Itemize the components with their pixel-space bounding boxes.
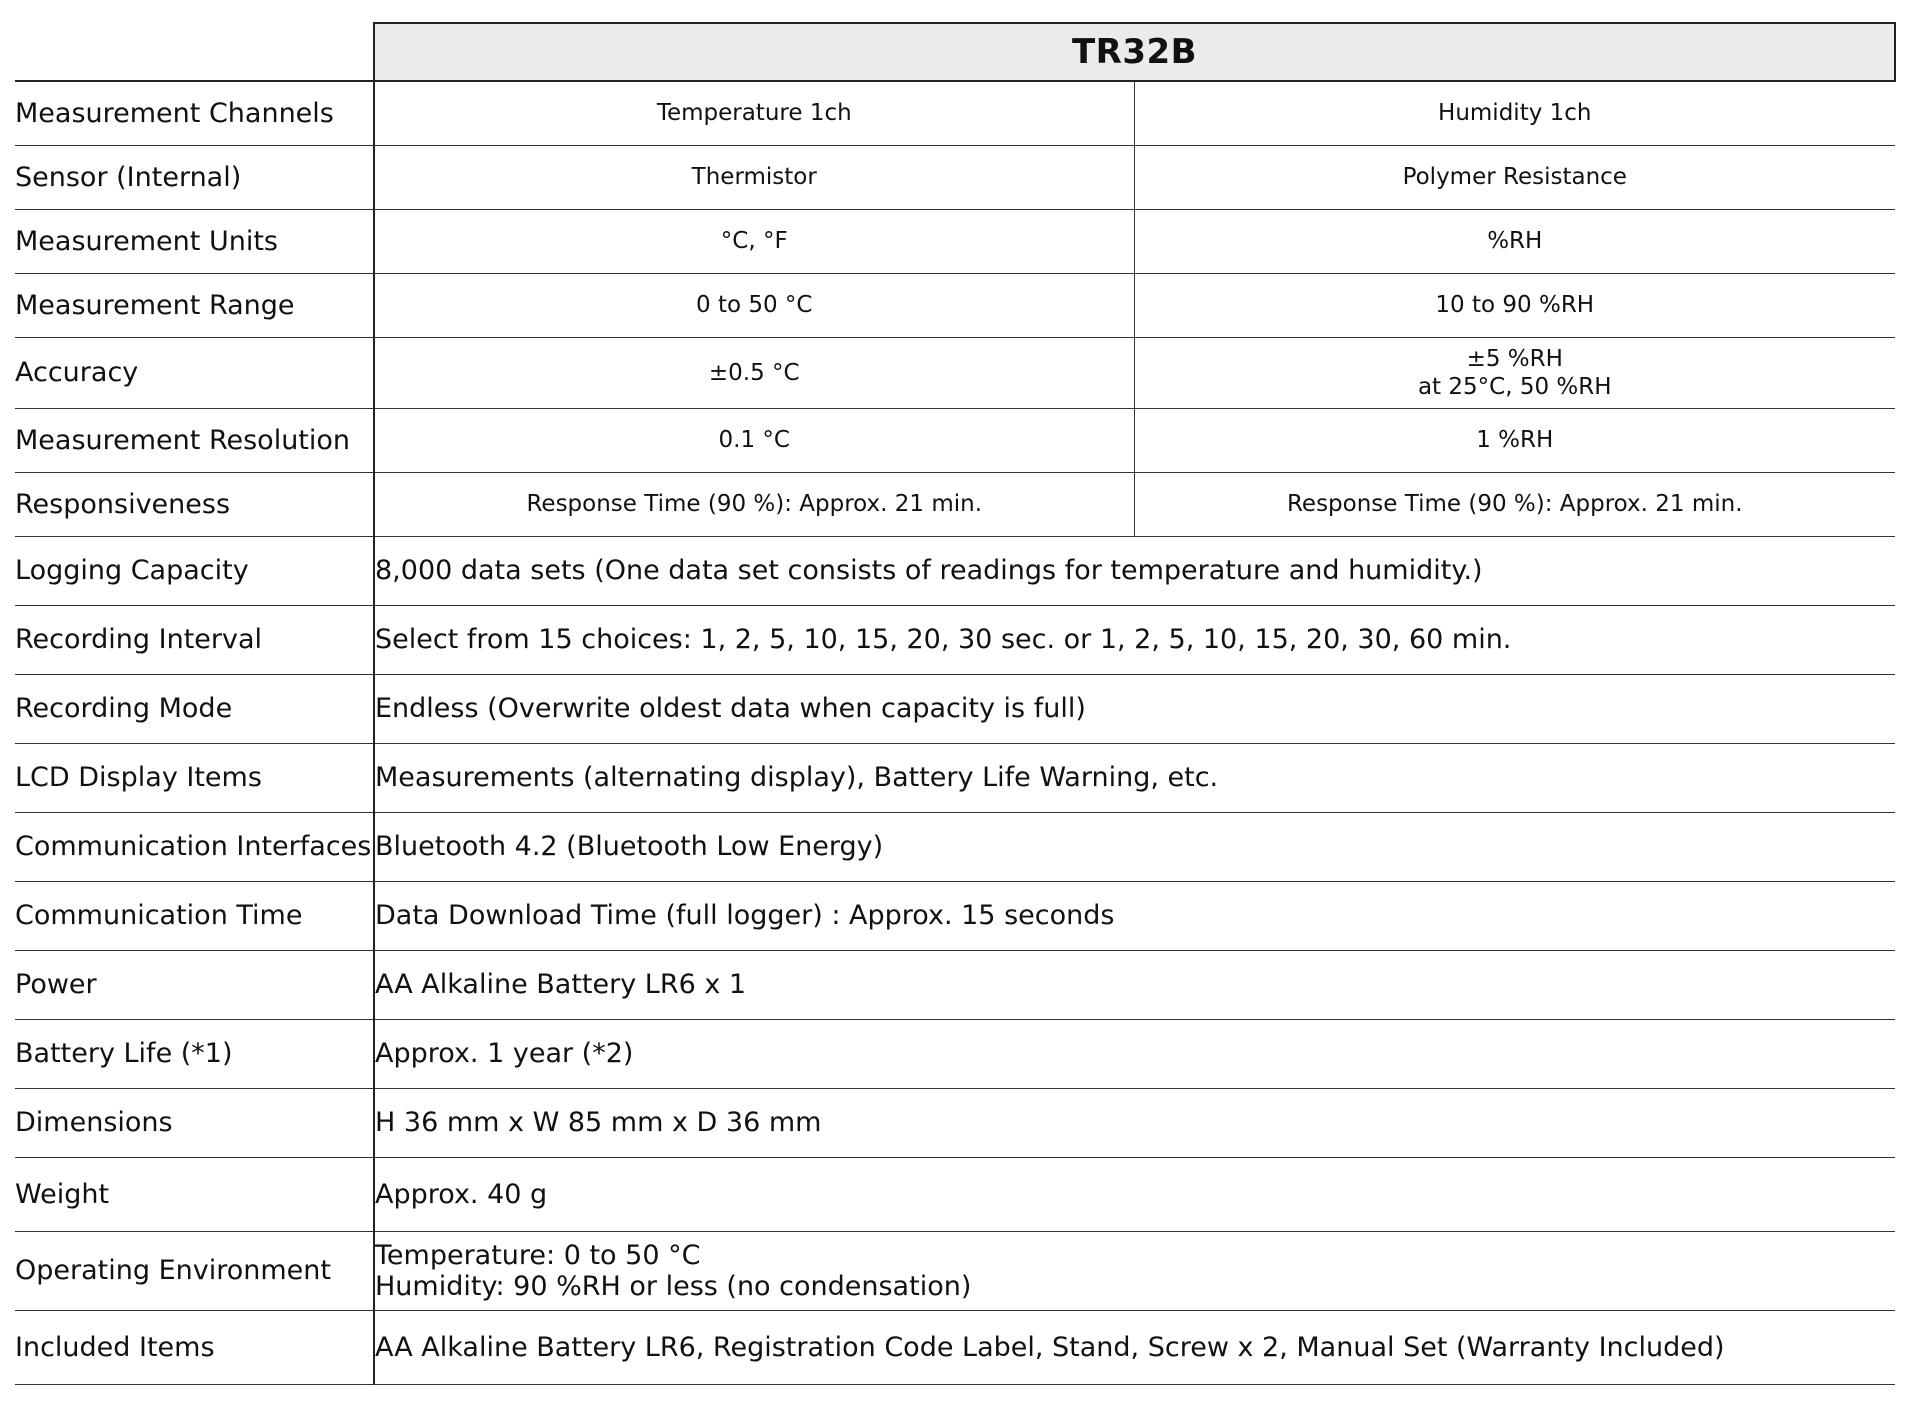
spec-row-weight (15, 1157, 1895, 1231)
spec-value (374, 881, 1895, 950)
spec-label: Included Items (15, 1310, 374, 1384)
spec-value-line: Humidity: 90 %RH or less (no condensation) (375, 1270, 972, 1302)
spec-row-logging-capacity (15, 536, 1895, 605)
spec-value (374, 1019, 1895, 1088)
header-row (15, 23, 1895, 81)
spec-row-accuracy (15, 337, 1895, 408)
humidity-value (1134, 273, 1895, 337)
spec-row-measurement-units (15, 209, 1895, 273)
humidity-value (1134, 81, 1895, 145)
spec-label: Measurement Units (15, 209, 374, 273)
spec-label: Operating Environment (15, 1231, 374, 1310)
corner-cell (15, 23, 374, 81)
humidity-value-line: Polymer Resistance (1402, 164, 1627, 190)
spec-value-line: Temperature: 0 to 50 °C (375, 1239, 701, 1271)
humidity-value (1134, 209, 1895, 273)
humidity-value-line: at 25°C, 50 %RH (1417, 373, 1612, 400)
spec-row-communication-time (15, 881, 1895, 950)
spec-value-line: H 36 mm x W 85 mm x D 36 mm (375, 1107, 822, 1138)
temperature-value-line: Thermistor (691, 164, 817, 190)
spec-row-lcd-display-items (15, 743, 1895, 812)
spec-row-sensor-internal (15, 145, 1895, 209)
humidity-value-line: Response Time (90 %): Approx. 21 min. (1286, 491, 1743, 517)
spec-row-responsiveness (15, 472, 1895, 536)
spec-label: Measurement Resolution (15, 408, 374, 472)
spec-label: Sensor (Internal) (15, 145, 374, 209)
humidity-value-line: ±5 %RH (1466, 345, 1563, 372)
spec-label: Responsiveness (15, 472, 374, 536)
temperature-value (374, 337, 1134, 408)
spec-value-line: Endless (Overwrite oldest data when capacity is full) (375, 693, 1086, 724)
spec-label: Communication Time (15, 881, 374, 950)
spec-label: Dimensions (15, 1088, 374, 1157)
temperature-value-line: 0.1 °C (718, 427, 790, 453)
spec-row-recording-mode (15, 674, 1895, 743)
spec-label: Recording Mode (15, 674, 374, 743)
spec-value (374, 812, 1895, 881)
temperature-value (374, 273, 1134, 337)
spec-value-line: AA Alkaline Battery LR6, Registration Code Label, Stand, Screw x 2, Manual Set (Warranty Included) (375, 1331, 1725, 1363)
temperature-value (374, 209, 1134, 273)
spec-value-line: Approx. 40 g (375, 1178, 548, 1210)
spec-label: Power (15, 950, 374, 1019)
model-name: TR32B (374, 23, 1895, 81)
spec-label: Logging Capacity (15, 536, 374, 605)
spec-row-battery-life-1 (15, 1019, 1895, 1088)
spec-row-dimensions (15, 1088, 1895, 1157)
spec-value-line: Measurements (alternating display), Battery Life Warning, etc. (375, 762, 1219, 793)
spec-row-recording-interval (15, 605, 1895, 674)
temperature-value-line: ±0.5 °C (708, 359, 800, 386)
spec-label: Communication Interfaces (15, 812, 374, 881)
temperature-value (374, 81, 1134, 145)
humidity-value-line: Humidity 1ch (1438, 100, 1592, 127)
temperature-value-line: 0 to 50 °C (696, 292, 813, 318)
humidity-value (1134, 472, 1895, 536)
spec-value-line: Data Download Time (full logger) : Approx. 15 seconds (375, 900, 1115, 931)
spec-value (374, 674, 1895, 743)
spec-label: Battery Life (*1) (15, 1019, 374, 1088)
spec-value (374, 605, 1895, 674)
spec-value-line: Bluetooth 4.2 (Bluetooth Low Energy) (375, 831, 884, 862)
spec-row-measurement-resolution (15, 408, 1895, 472)
temperature-value (374, 408, 1134, 472)
spec-label: LCD Display Items (15, 743, 374, 812)
humidity-value (1134, 408, 1895, 472)
temperature-value-line: Response Time (90 %): Approx. 21 min. (526, 491, 983, 517)
spec-row-measurement-range (15, 273, 1895, 337)
humidity-value (1134, 337, 1895, 408)
spec-value (374, 743, 1895, 812)
spec-value-line: AA Alkaline Battery LR6 x 1 (375, 969, 747, 1000)
spec-value-line: Approx. 1 year (*2) (375, 1038, 634, 1069)
spec-row-power (15, 950, 1895, 1019)
spec-value (374, 1231, 1895, 1310)
spec-value (374, 1088, 1895, 1157)
spec-row-included-items (15, 1310, 1895, 1384)
spec-label: Measurement Range (15, 273, 374, 337)
humidity-value-line: %RH (1487, 228, 1543, 254)
spec-row-operating-environment (15, 1231, 1895, 1310)
temperature-value (374, 472, 1134, 536)
spec-table (15, 22, 1896, 1385)
spec-row-measurement-channels (15, 81, 1895, 145)
spec-label: Weight (15, 1157, 374, 1231)
spec-body (15, 81, 1895, 1384)
spec-row-communication-interfaces (15, 812, 1895, 881)
spec-value (374, 1157, 1895, 1231)
spec-value-line: 8,000 data sets (One data set consists of readings for temperature and humidity.) (375, 555, 1483, 586)
temperature-value (374, 145, 1134, 209)
humidity-value (1134, 145, 1895, 209)
temperature-value-line: Temperature 1ch (656, 100, 852, 127)
spec-label: Measurement Channels (15, 81, 374, 145)
humidity-value-line: 1 %RH (1476, 427, 1554, 453)
spec-value (374, 536, 1895, 605)
spec-value-line: Select from 15 choices: 1, 2, 5, 10, 15, 20, 30 sec. or 1, 2, 5, 10, 15, 20, 30, 60 min. (375, 624, 1512, 655)
temperature-value-line: °C, °F (720, 228, 788, 254)
spec-value (374, 950, 1895, 1019)
humidity-value-line: 10 to 90 %RH (1435, 292, 1595, 318)
spec-label: Accuracy (15, 337, 374, 408)
spec-label: Recording Interval (15, 605, 374, 674)
spec-value (374, 1310, 1895, 1384)
